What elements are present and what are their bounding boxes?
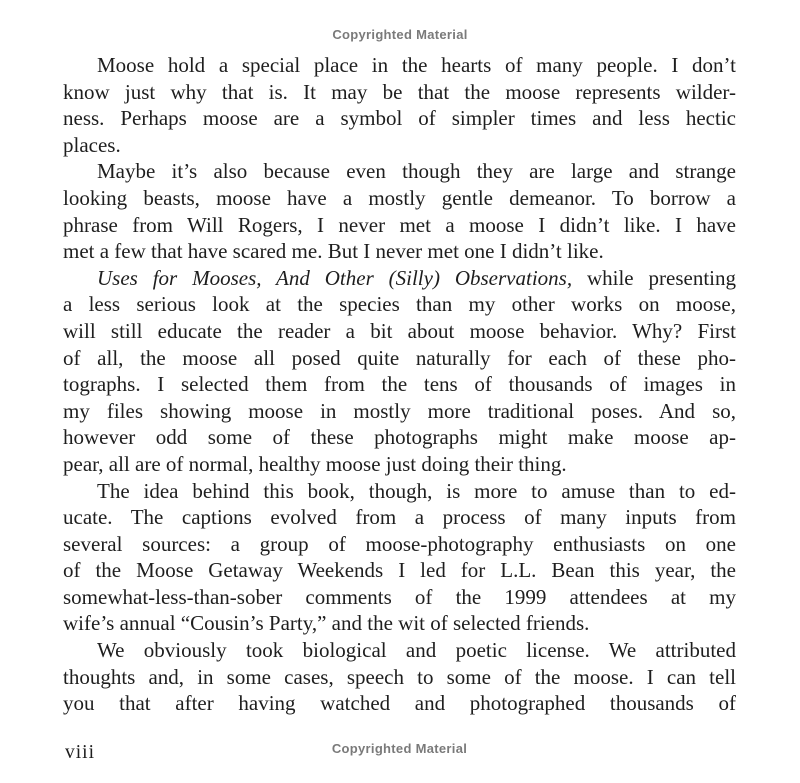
text-segment: a less serious look at the species than my other works on moose,: [63, 292, 736, 317]
text-line: [63, 557, 736, 584]
text-segment: places.: [63, 132, 121, 157]
paragraph: [63, 637, 736, 717]
text-segment: ucate. The captions evolved from a process of many inputs from: [63, 505, 736, 530]
page-number: viii: [65, 742, 96, 763]
page-footer: [63, 738, 736, 764]
text-segment: wife’s annual “Cousin’s Party,” and the wit of selected friends.: [63, 611, 590, 636]
paragraph: [63, 52, 736, 158]
text-segment: ness. Perhaps moose are a symbol of simpler times and less hectic: [63, 106, 736, 131]
text-line: [63, 584, 736, 611]
text-line: [63, 371, 736, 398]
text-segment: We obviously took biological and poetic license. We attributed: [97, 638, 736, 663]
text-line: [63, 664, 736, 691]
text-segment: Moose hold a special place in the hearts of many people. I don’t: [97, 53, 736, 77]
text-segment: tographs. I selected them from the tens of thousands of images in: [63, 372, 736, 397]
text-segment: several sources: a group of moose-photography enthusiasts on one: [63, 531, 736, 556]
text-line: [63, 132, 736, 159]
text-segment: my files showing moose in mostly more traditional poses. And so,: [63, 398, 736, 423]
text-line: [63, 212, 736, 239]
text-segment: thoughts and, in some cases, speech to some of the moose. I can tell: [63, 664, 736, 689]
text-segment: while presenting: [572, 265, 736, 290]
text-line: [63, 158, 736, 185]
paragraph: [63, 158, 736, 264]
text-segment: will still educate the reader a bit about moose behavior. Why? First: [63, 318, 736, 343]
text-segment: of the Moose Getaway Weekends I led for L.L. Bean this year, the: [63, 558, 736, 583]
text-line: [63, 398, 736, 425]
text-line: [63, 105, 736, 132]
copyright-notice-bottom: Copyrighted Material: [331, 741, 468, 756]
text-line: [63, 52, 736, 79]
text-line: [63, 690, 736, 717]
text-line: [63, 185, 736, 212]
text-line: [63, 504, 736, 531]
text-line: [63, 610, 736, 637]
text-segment: of all, the moose all posed quite naturally for each of these pho-: [63, 345, 736, 370]
text-line: [63, 79, 736, 106]
text-line: [63, 291, 736, 318]
paragraph: [63, 265, 736, 478]
copyright-notice-top: Copyrighted Material: [332, 27, 468, 42]
text-line: [63, 318, 736, 345]
text-segment: pear, all are of normal, healthy moose just doing their thing.: [63, 451, 567, 476]
text-line: [63, 531, 736, 558]
text-segment: met a few that have scared me. But I never met one I didn’t like.: [63, 239, 604, 264]
text-segment: you that after having watched and photographed thousands of: [63, 691, 736, 716]
text-line: [63, 478, 736, 505]
text-segment: Maybe it’s also because even though they are large and strange: [97, 159, 736, 184]
text-line: [63, 424, 736, 451]
text-segment: however odd some of these photographs might make moose ap-: [63, 425, 736, 450]
text-line: [63, 637, 736, 664]
text-line: [63, 451, 736, 478]
text-segment: looking beasts, moose have a mostly gentle demeanor. To borrow a: [63, 185, 736, 210]
text-segment: know just why that is. It may be that the moose represents wilder-: [63, 79, 736, 104]
text-segment: The idea behind this book, though, is more to amuse than to ed-: [97, 478, 736, 503]
book-title-italic: Uses for Mooses, And Other (Silly) Observations,: [97, 265, 573, 290]
text-line: [63, 265, 736, 292]
text-segment: phrase from Will Rogers, I never met a moose I didn’t like. I have: [63, 212, 736, 237]
text-line: [63, 345, 736, 372]
paragraph: [63, 478, 736, 638]
page-body: [63, 52, 736, 717]
page-header: [0, 26, 800, 44]
text-line: [63, 238, 736, 265]
text-segment: somewhat-less-than-sober comments of the 1999 attendees at my: [63, 584, 736, 609]
